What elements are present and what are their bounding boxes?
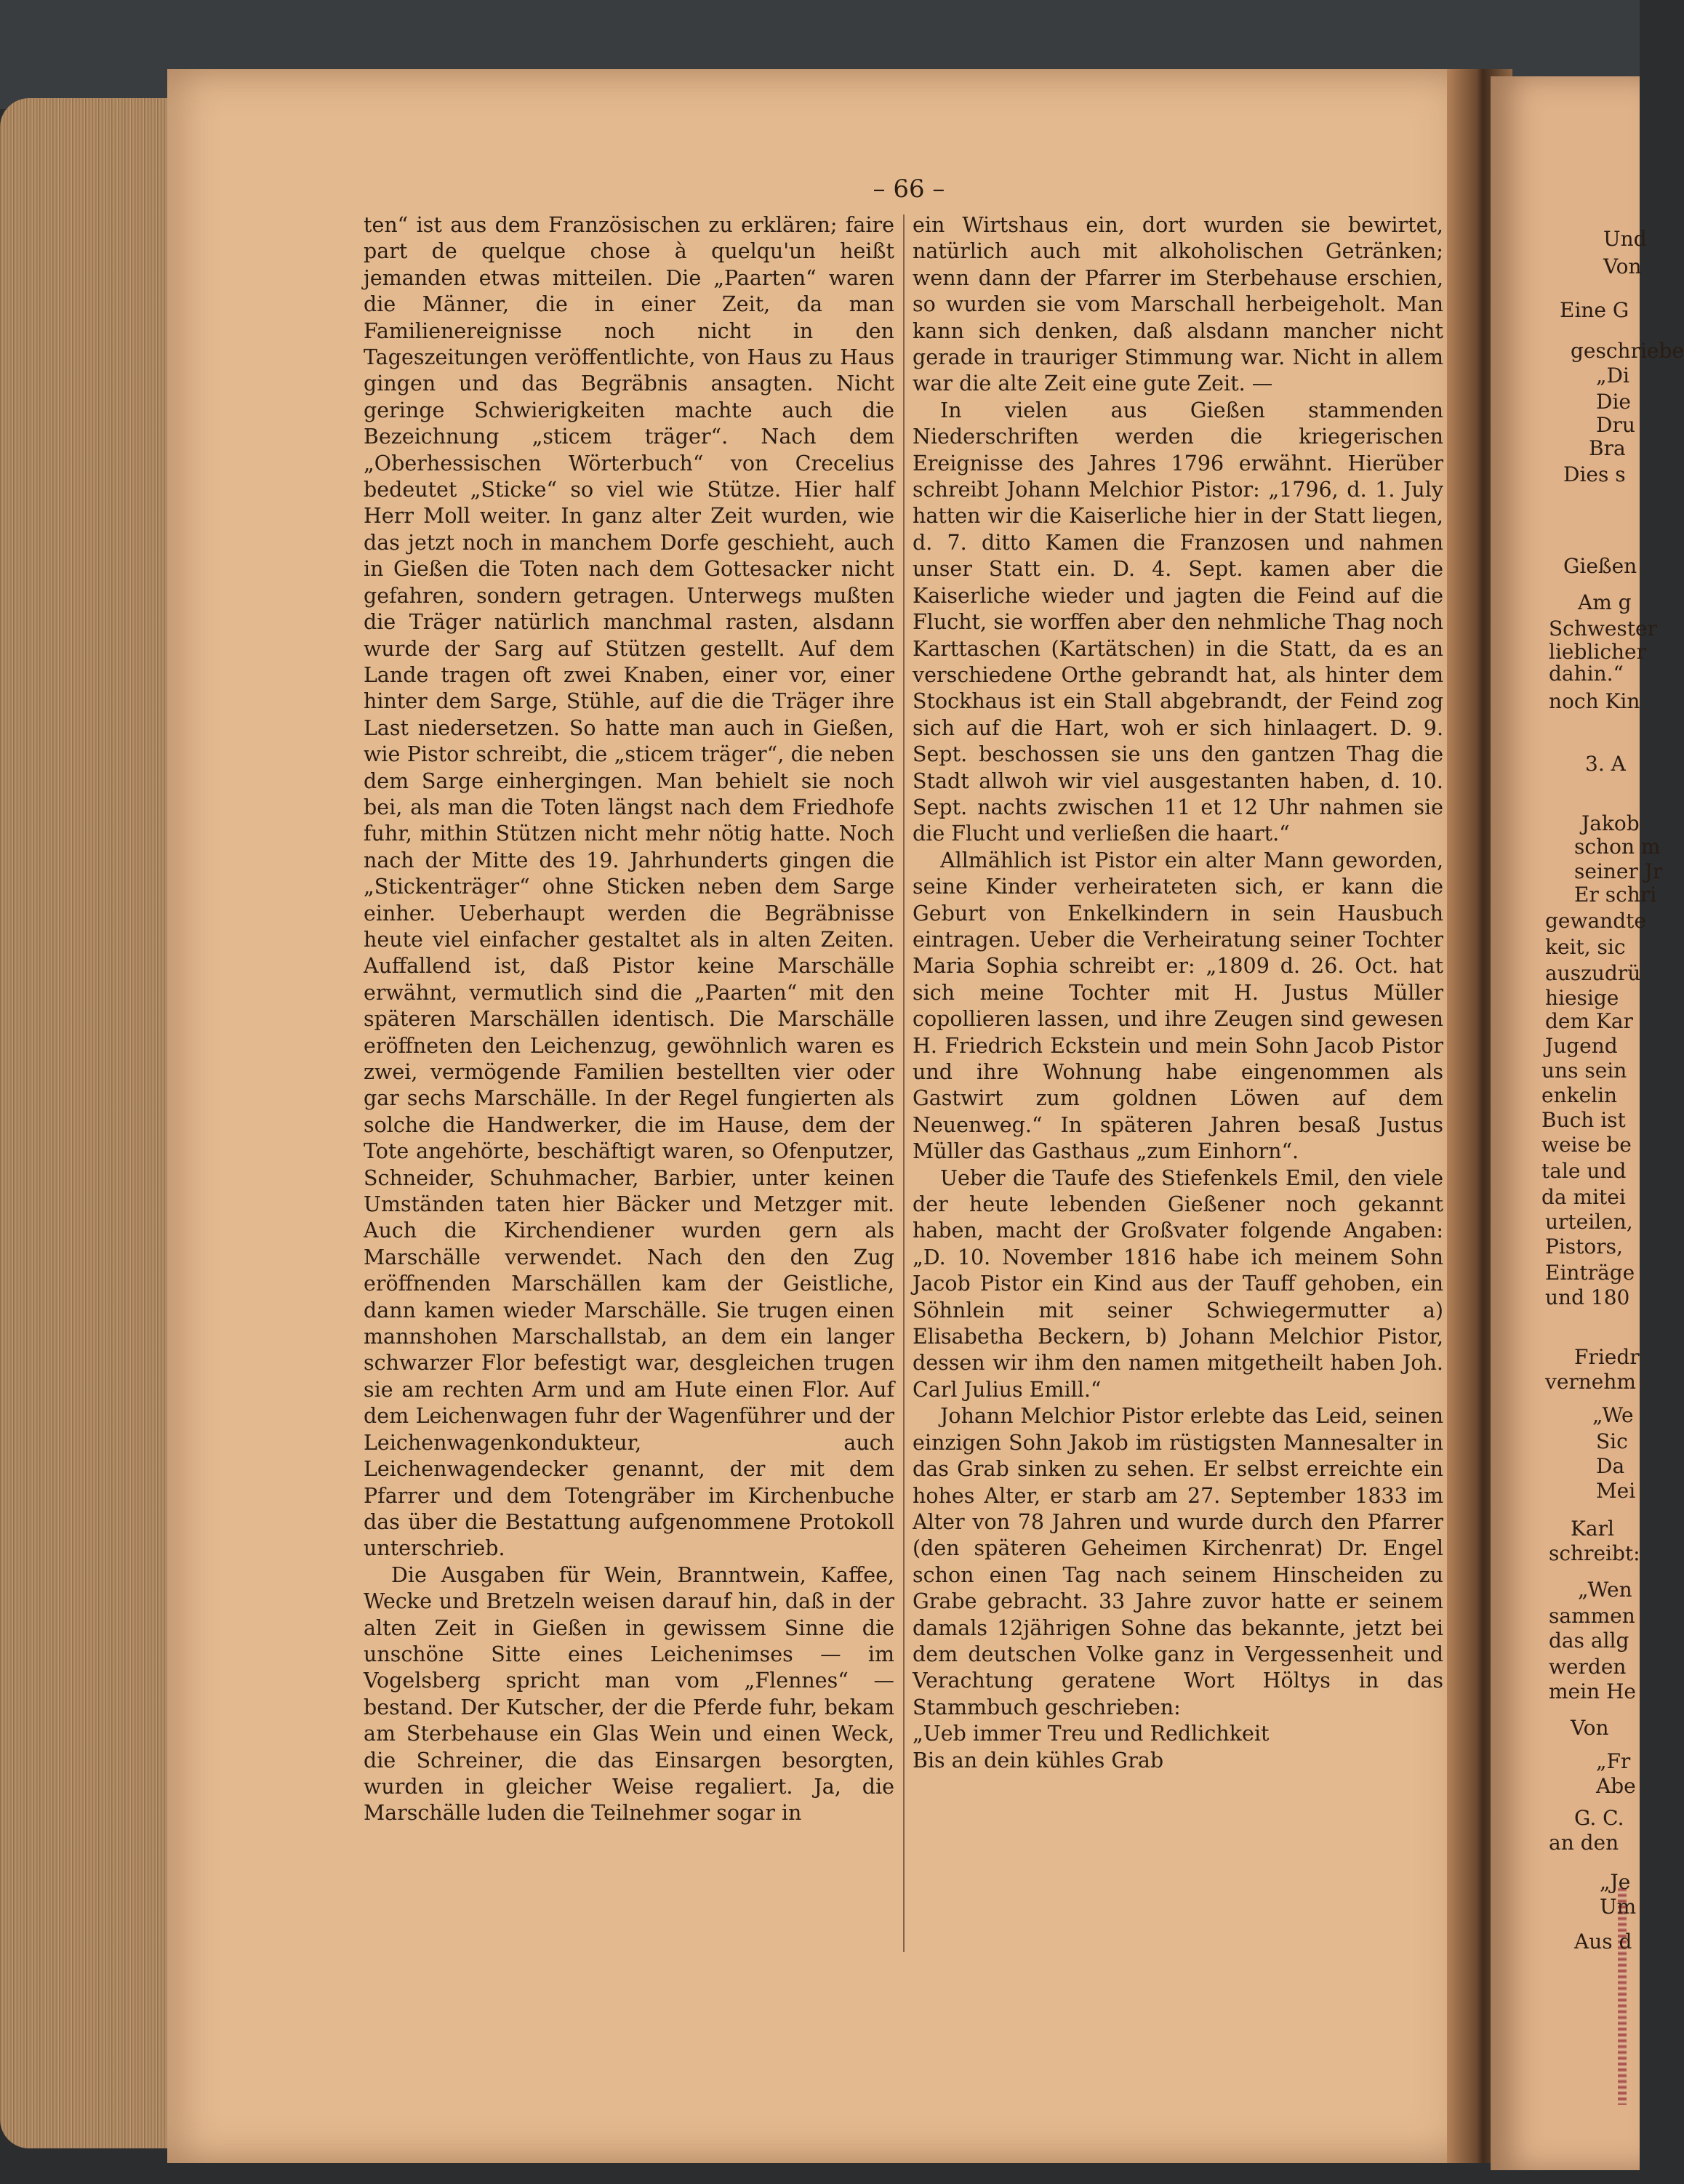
next-page-line: Buch ist xyxy=(1541,1108,1626,1132)
next-page-line: 3. A xyxy=(1585,752,1626,776)
next-page-line: weise be xyxy=(1541,1133,1632,1157)
next-page-line: tale und xyxy=(1541,1159,1627,1183)
next-page-line: werden xyxy=(1549,1655,1627,1679)
next-page-line: uns sein xyxy=(1541,1059,1627,1083)
next-page-line: Karl xyxy=(1571,1517,1614,1541)
next-page-line: Am g xyxy=(1578,590,1632,614)
next-page-line: Einträge xyxy=(1545,1261,1635,1285)
next-page-line: urteilen, xyxy=(1545,1210,1633,1234)
next-page-line: „Fr xyxy=(1596,1749,1631,1773)
next-page-line: auszudrü xyxy=(1545,961,1641,985)
next-page-line: Die xyxy=(1596,390,1631,414)
next-page-line: Pistors, xyxy=(1545,1234,1623,1258)
left-text-column xyxy=(364,212,894,1827)
next-page-line: Jugend xyxy=(1545,1034,1618,1058)
next-page-line: G. C. xyxy=(1574,1806,1624,1830)
next-page-line: mein He xyxy=(1549,1679,1636,1703)
next-page-line: „Di xyxy=(1596,364,1629,388)
next-page-line: dem Kar xyxy=(1545,1009,1633,1033)
paragraph: Ueber die Taufe des Stiefenkels Emil, den viele der heute lebenden Gießener noch gekannt haben, macht der Großvater folgende Angaben: „D. 10. November 1816 habe ich meinem Sohn Jacob Pistor ein Kind aus der Tauff gehoben, ein Söhnlein mit seiner Schwiegermutter a) Elisabetha Beckern, b) Johann Melchior Pistor, dessen wir ihm den namen mitgetheilt haben Joh. Carl Julius Emill.“ xyxy=(913,1165,1443,1402)
next-page-line: sammen xyxy=(1549,1604,1635,1628)
next-page-line: enkelin xyxy=(1541,1083,1618,1107)
next-page-line: Friedr xyxy=(1574,1345,1640,1369)
next-page-line: Dru xyxy=(1596,413,1635,437)
next-page-line: hiesige xyxy=(1545,986,1619,1010)
next-page-line: noch Kin xyxy=(1549,689,1640,713)
next-page-line: vernehm xyxy=(1545,1370,1636,1394)
next-page-line: seiner Jr xyxy=(1574,859,1663,883)
next-page-line: Abe xyxy=(1596,1774,1636,1798)
column-divider xyxy=(903,214,905,1952)
next-page-line: Aus d xyxy=(1574,1930,1632,1954)
right-text-column xyxy=(913,212,1443,1774)
next-page-line: Bra xyxy=(1589,436,1626,460)
next-page-line: Sic xyxy=(1596,1429,1628,1453)
next-page-line: „We xyxy=(1592,1403,1634,1427)
next-page-line: „Je xyxy=(1600,1870,1631,1894)
next-page-line: Von xyxy=(1603,254,1642,278)
next-page-line: keit, sic xyxy=(1545,935,1626,959)
next-page-line: Von xyxy=(1571,1716,1609,1740)
verse-line: „Ueb immer Treu und Redlichkeit xyxy=(913,1722,1270,1746)
next-page-line: schon m xyxy=(1574,835,1661,859)
next-page-line: das allg xyxy=(1549,1629,1629,1653)
next-page-line: geschriebe xyxy=(1571,339,1684,363)
next-page-line: dahin.“ xyxy=(1549,662,1624,686)
paragraph: In vielen aus Gießen stammenden Niederschriften werden die kriegerischen Ereignisse des Jahres 1796 erwähnt. Hierüber schreibt Johann Melchior Pistor: „1796, d. 1. July hatten wir die Kaiserliche hier in der Statt liegen, d. 7. ditto Kamen die Franzosen und nahmen unser Statt ein. D. 4. Sept. kamen aber die Kaiserliche wieder und jagten die Feind auf die Flucht, sie worffen aber den nehmliche Thag noch Karttaschen (Kartätschen) in die Statt, da es an verschiedene Orthe gebrandt hat, als hinter dem Stockhaus ist ein Stall abgebrandt, der Feind zog sich auf die Hart, woh er sich hinlaagert. D. 9. Sept. beschossen sie uns den gantzen Thag die Stadt allwoh wir viel ausgestanten haben, d. 10. Sept. nachts zwischen 11 et 12 Uhr nahmen sie die Flucht und verließen die haart.“ xyxy=(913,398,1443,846)
next-page-line: Eine G xyxy=(1560,298,1629,322)
next-page-line: Mei xyxy=(1596,1479,1636,1503)
paragraph: Allmählich ist Pistor ein alter Mann geworden, seine Kinder verheirateten sich, er kann die Geburt von Enkelkindern in sein Hausbuch eintragen. Ueber die Verheiratung seiner Tochter Maria Sophia schreibt er: „1809 d. 26. Oct. hat sich meine Tochter mit H. Justus Müller copollieren lassen, und ihre Zeugen sind gewesen H. Friedrich Eckstein und mein Sohn Jacob Pistor und ihre Wohnung habe eingenommen als Gastwirt zum goldnen Löwen auf dem Neuenweg.“ In späteren Jahren besaß Justus Müller das Gasthaus „zum Einhorn“. xyxy=(913,848,1443,1164)
paragraph: ten“ ist aus dem Französischen zu erklären; faire part de quelque chose à quelqu'un heißt jemanden etwas mitteilen. Die „Paarten“ waren die Männer, die in einer Zeit, da man Familienereignisse noch nicht in den Tageszeitungen veröffentlichte, von Haus zu Haus gingen und das Begräbnis ansagten. Nicht geringe Schwierigkeiten machte auch die Bezeichnung „sticem träger“. Nach dem „Oberhessischen Wörterbuch“ von Crecelius bedeutet „Sticke“ so viel wie Stütze. Hier half Herr Moll weiter. In ganz alter Zeit wurden, wie das jetzt noch in manchem Dorfe geschieht, auch in Gießen die Toten nach dem Gottesacker nicht gefahren, sondern getragen. Unterwegs mußten die Träger natürlich manchmal rasten, alsdann wurde der Sarg auf Stützen gestellt. Auf dem Lande tragen oft zwei Knaben, einer vor, einer hinter dem Sarge, Stühle, auf die die Träger ihre Last niedersetzen. So hatte man auch in Gießen, wie Pistor schreibt, die „sticem träger“, die neben dem Sarge einhergingen. Man behielt sie noch bei, als man die Toten längst nach dem Friedhofe fuhr, mithin Stützen nicht mehr nötig hatte. Noch nach der Mitte des 19. Jahrhunderts gingen die „Stickenträger“ ohne Sticken neben dem Sarge einher. Ueberhaupt werden die Begräbnisse heute viel einfacher gestaltet als in alten Zeiten. Auffallend ist, daß Pistor keine Marschälle erwähnt, vermutlich sind die „Paarten“ mit den späteren Marschällen identisch. Die Marschälle eröffneten den Leichenzug, gewöhnlich waren es zwei, vermögende Familien bestellten vier oder gar sechs Marschälle. In der Regel fungierten als solche die Handwerker, die im Hause, dem der Tote angehörte, beschäftigt waren, so Ofenputzer, Schneider, Schuhmacher, Barbier, unter keinen Umständen taten hier Bäcker und Metzger mit. Auch die Kirchendiener wurden gern als Marschälle verwendet. Nach den den Zug eröffnenden Marschällen kam der Geistliche, dann kamen wieder Marschälle. Sie trugen einen mannshohen Marschallstab, an dem ein langer schwarzer Flor befestigt war, desgleichen trugen sie am rechten Arm und am Hute einen Flor. Auf dem Leichenwagen fuhr der Wagenführer und der Leichenwagenkondukteur, auch Leichenwagendecker genannt, der mit dem Pfarrer und dem Totengräber im Kirchenbuche das über die Bestattung aufgenommene Protokoll unterschrieb. xyxy=(364,213,894,1561)
verse-line: Bis an dein kühles Grab xyxy=(913,1748,1164,1773)
next-page-line: Schwester xyxy=(1549,617,1658,641)
next-page-line: Und xyxy=(1603,227,1647,251)
next-page-line: Er schri xyxy=(1574,883,1657,907)
next-page-line: schreibt: xyxy=(1549,1541,1640,1565)
next-page-line: Jakob xyxy=(1581,811,1640,835)
next-page-line: Um xyxy=(1600,1895,1637,1919)
next-page-line: „Wen xyxy=(1578,1578,1632,1602)
paragraph: ein Wirtshaus ein, dort wurden sie bewirtet, natürlich auch mit alkoholischen Getränken; wenn dann der Pfarrer im Sterbehause erschien, so wurden sie vom Marschall herbeigeholt. Man kann sich denken, daß alsdann mancher nicht gerade in trauriger Stimmung war. Nicht in allem war die alte Zeit eine gute Zeit. — xyxy=(913,213,1443,396)
next-page-line: an den xyxy=(1549,1831,1619,1855)
next-page-line: Dies s xyxy=(1563,462,1626,486)
paragraph: Johann Melchior Pistor erlebte das Leid, seinen einzigen Sohn Jakob im rüstigsten Mannesalter in das Grab sinken zu sehen. Er selbst erreichte ein hohes Alter, er starb am 27. September 1833 im Alter von 78 Jahren und wurde durch den Pfarrer (den späteren Geheimen Kirchenrat) Dr. Engel schon einen Tag nach seinem Hinscheiden zu Grabe gebracht. 33 Jahre zuvor hatte er seinem damals 12jährigen Sohne das bekannte, jetzt bei dem deutschen Volke ganz in Vergessenheit und Verachtung geratene Wort Höltys in das Stammbuch geschrieben: xyxy=(913,1404,1443,1719)
next-page-line: Gießen xyxy=(1563,554,1637,578)
next-page-line: und 180 xyxy=(1545,1285,1630,1309)
next-page-line: da mitei xyxy=(1541,1185,1626,1209)
next-page-line: Da xyxy=(1596,1454,1625,1478)
page-number: – 66 – xyxy=(873,174,945,204)
next-page-line: lieblicher xyxy=(1549,640,1646,664)
bookmark-ribbon xyxy=(1618,1887,1627,2105)
next-page-line: gewandte xyxy=(1545,909,1646,933)
paragraph: Die Ausgaben für Wein, Branntwein, Kaffee, Wecke und Bretzeln weisen darauf hin, daß in der alten Zeit in Gießen in gewissem Sinne die unschöne Sitte eines Leichenimses — im Vogelsberg spricht man vom „Flennes“ — bestand. Der Kutscher, der die Pferde fuhr, bekam am Sterbehause ein Glas Wein und einen Weck, die Schreiner, die das Einsargen besorgten, wurden in gleicher Weise regaliert. Ja, die Marschälle luden die Teilnehmer sogar in xyxy=(364,1562,894,1826)
